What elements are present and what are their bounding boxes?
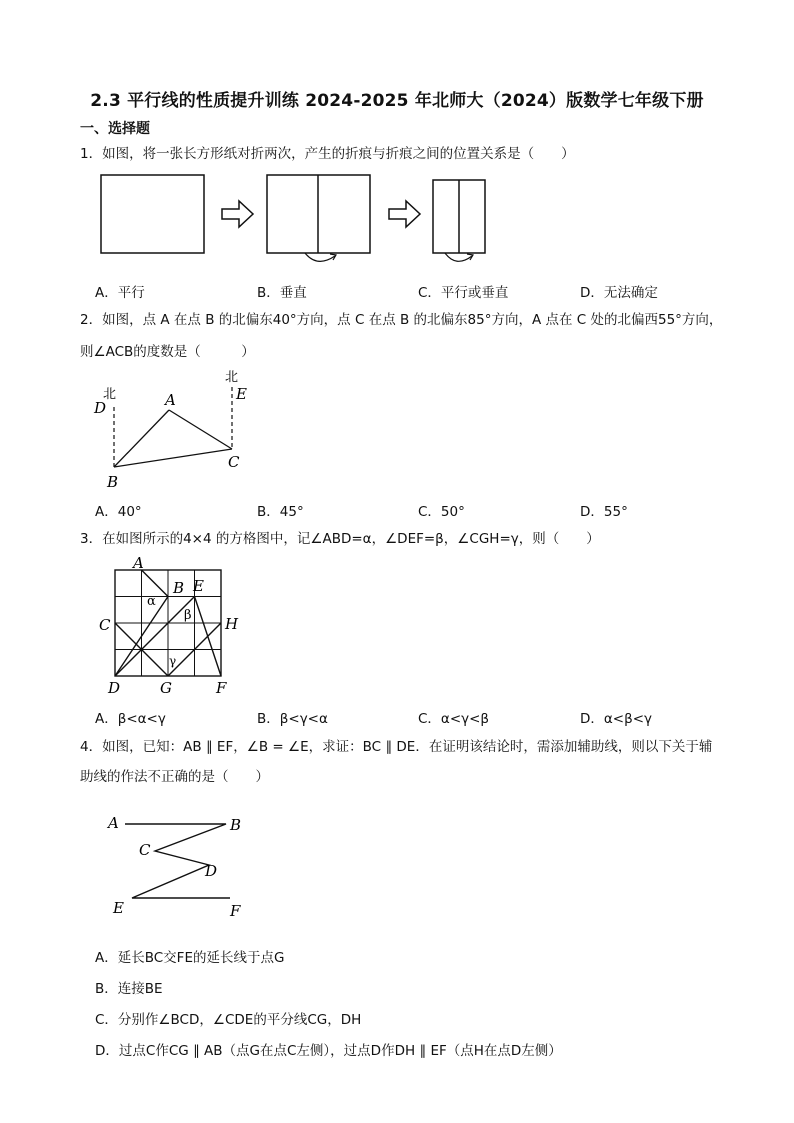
segment-ba: [114, 410, 169, 467]
point-f-label: F: [216, 679, 227, 697]
segment-ac: [169, 410, 232, 449]
page-title: 2.3 平行线的性质提升训练 2024-2025 年北师大（2024）版数学七年级下册: [90, 91, 704, 111]
question-1: [80, 144, 575, 164]
zigzag-lines: [125, 824, 230, 898]
option-d[interactable]: D．过点C作CG ∥ AB（点G在点C左侧），过点D作DH ∥ EF（点H在点D左侧）: [95, 1043, 562, 1059]
segment-bc: [114, 449, 232, 467]
zigzag-figure: [95, 810, 265, 925]
option-c[interactable]: C．50°: [418, 504, 465, 520]
point-d-label: D: [205, 862, 218, 880]
question-text: 如图，已知：AB ∥ EF，∠B = ∠E，求证：BC ∥ DE．在证明该结论时，需添加辅助线，则以下关于辅: [102, 739, 713, 755]
option-a[interactable]: A．延长BC交FE的延长线于点G: [95, 950, 285, 966]
question-number: 3．: [80, 531, 103, 547]
option-a[interactable]: A．β<α<γ: [95, 711, 166, 727]
arrow-right-icon: [389, 201, 420, 227]
point-d-label: D: [94, 399, 107, 417]
question-4: [80, 737, 712, 757]
question-text: 在如图所示的4×4 的方格图中，记∠ABD=α，∠DEF=β，∠CGH=γ，则（ ）: [102, 531, 600, 547]
north-label: 北: [225, 370, 239, 385]
option-b[interactable]: B．β<γ<α: [257, 711, 328, 727]
beta-label: β: [184, 608, 192, 623]
alpha-label: α: [147, 594, 156, 609]
folding-figure: [95, 170, 495, 270]
point-a-label: A: [133, 554, 144, 572]
north-label: 北: [103, 387, 117, 402]
option-d[interactable]: D．55°: [580, 504, 628, 520]
option-a[interactable]: A．平行: [95, 285, 145, 301]
question-2: [80, 310, 722, 330]
point-b-label: B: [107, 473, 119, 491]
grid-figure: [95, 552, 255, 698]
option-a[interactable]: A．40°: [95, 504, 142, 520]
point-b-label: B: [173, 579, 185, 597]
question-number: 2．: [80, 312, 103, 328]
question-text: 如图，将一张长方形纸对折两次，产生的折痕与折痕之间的位置关系是（ ）: [102, 146, 575, 162]
point-e-label: E: [236, 385, 247, 403]
point-c-label: C: [228, 453, 240, 471]
option-d[interactable]: D．α<β<γ: [580, 711, 653, 727]
gamma-label: γ: [169, 654, 177, 668]
point-f-label: F: [230, 902, 241, 920]
point-c-label: C: [139, 841, 151, 859]
point-a-label: A: [165, 391, 176, 409]
point-e-label: E: [193, 577, 204, 595]
option-c[interactable]: C．分别作∠BCD，∠CDE的平分线CG，DH: [95, 1012, 362, 1028]
section-heading: 一、选择题: [80, 121, 150, 137]
option-c[interactable]: C．α<γ<β: [418, 711, 490, 727]
question-2-line2: 则∠ACB的度数是（ ）: [80, 344, 255, 360]
question-3: [80, 529, 600, 549]
question-text: 如图，点 A 在点 B 的北偏东40°方向，点 C 在点 B 的北偏东85°方向，A 点在 C 处的北偏西55°方向，: [102, 312, 723, 328]
bearing-figure: [85, 365, 265, 495]
point-b-label: B: [230, 816, 242, 834]
option-b[interactable]: B．垂直: [257, 285, 307, 301]
arrow-right-icon: [222, 201, 253, 227]
point-c-label: C: [99, 616, 111, 634]
point-h-label: H: [225, 615, 239, 633]
option-b[interactable]: B．连接BE: [95, 981, 163, 997]
question-4-line2: 助线的作法不正确的是（ ）: [80, 769, 269, 785]
point-g-label: G: [160, 679, 172, 697]
option-c[interactable]: C．平行或垂直: [418, 285, 509, 301]
question-number: 4．: [80, 739, 103, 755]
point-d-label: D: [108, 679, 121, 697]
paper-rect: [101, 175, 204, 253]
question-number: 1．: [80, 146, 103, 162]
point-a-label: A: [108, 814, 119, 832]
option-b[interactable]: B．45°: [257, 504, 304, 520]
point-e-label: E: [113, 899, 124, 917]
option-d[interactable]: D．无法确定: [580, 285, 658, 301]
